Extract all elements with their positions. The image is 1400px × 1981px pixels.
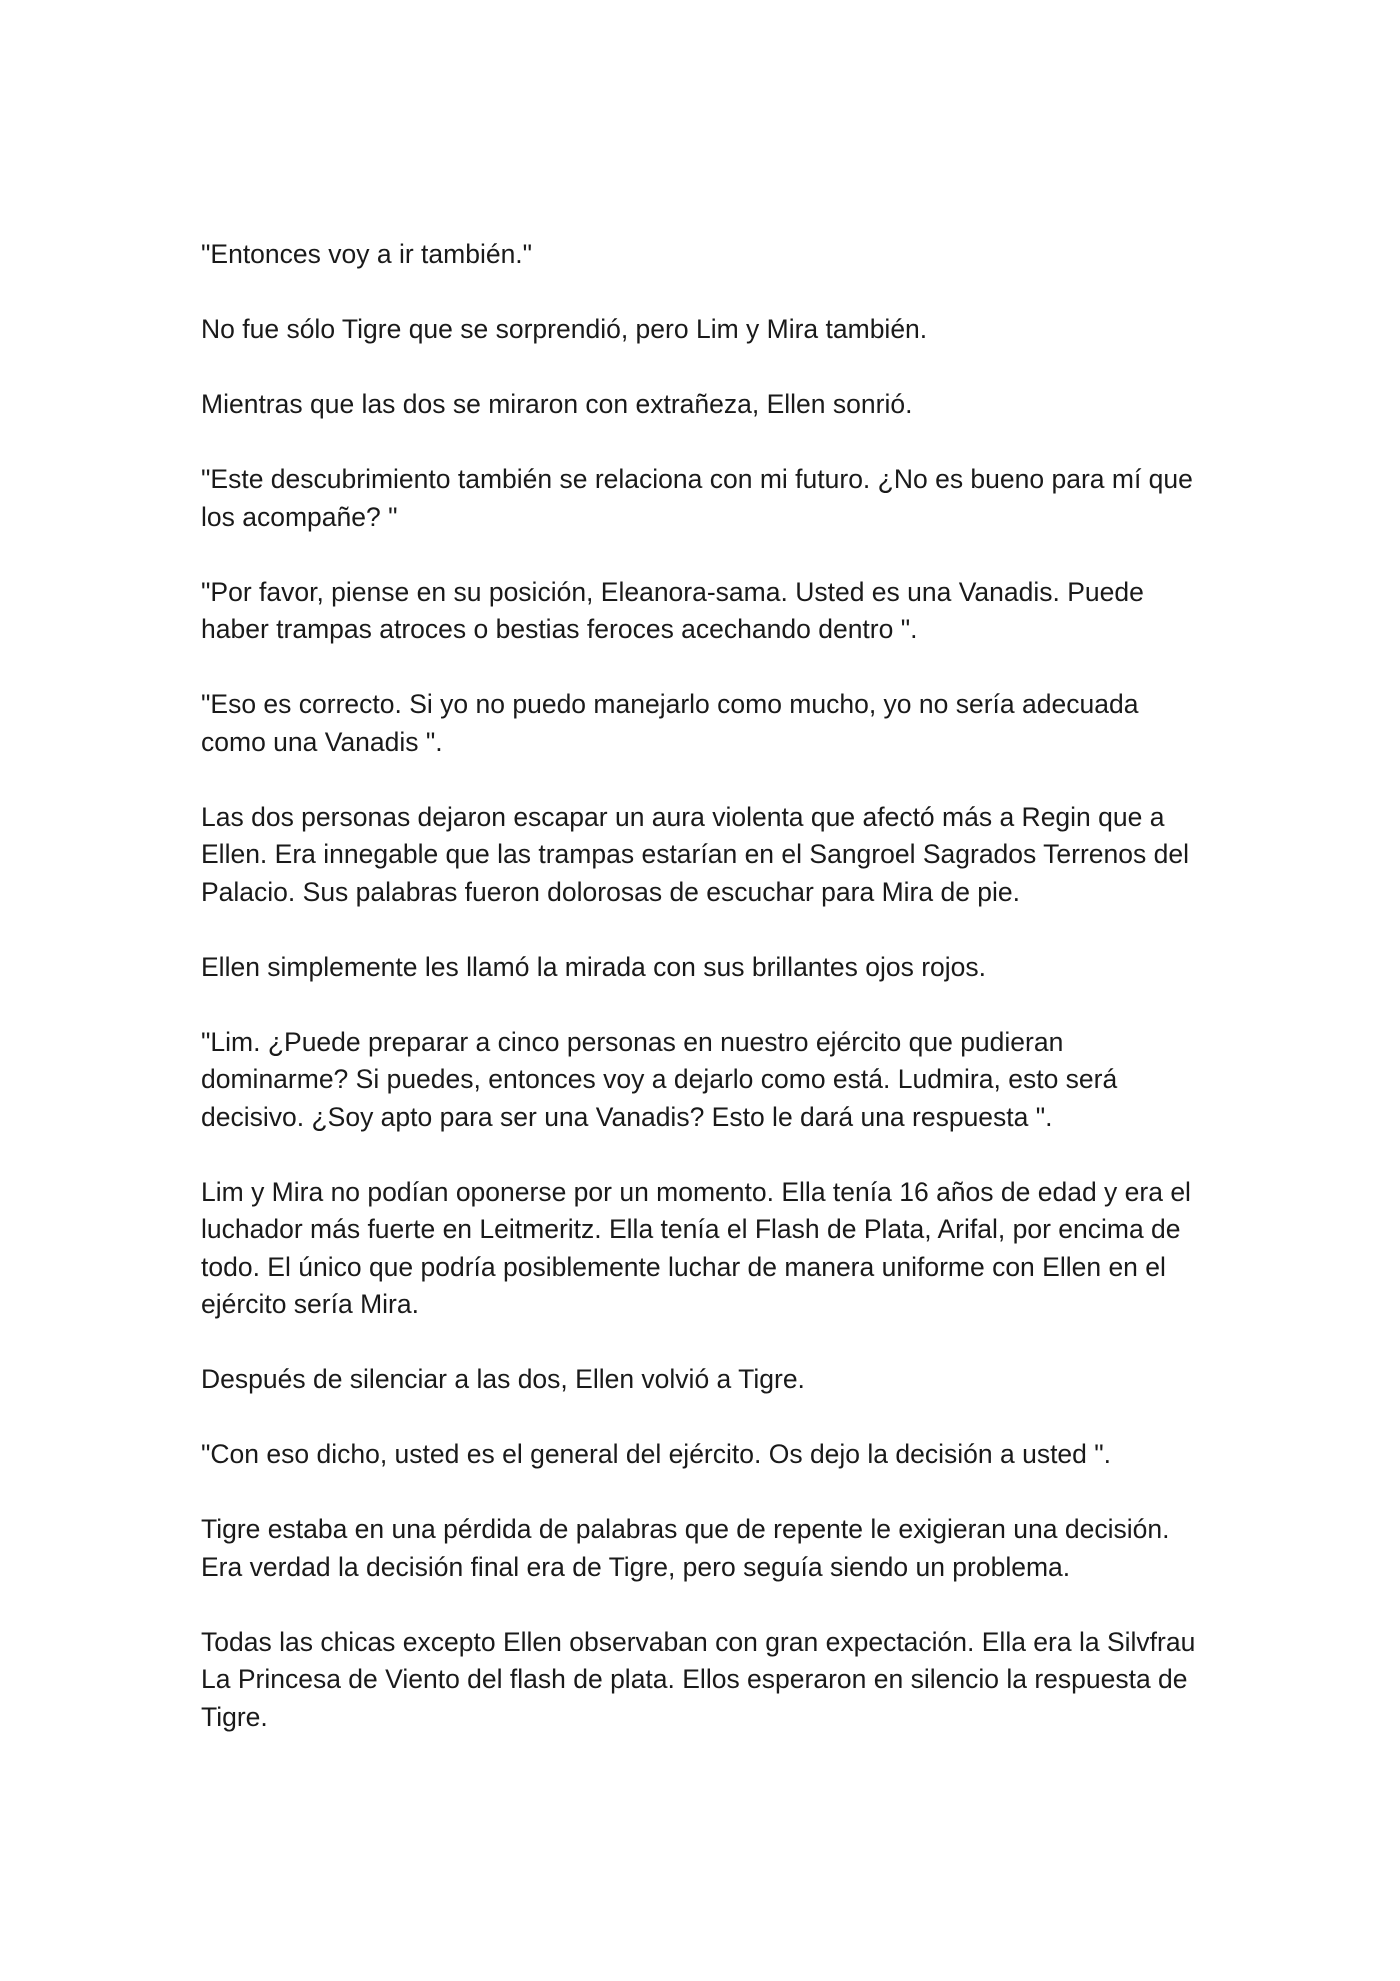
paragraph: Lim y Mira no podían oponerse por un momento. Ella tenía 16 años de edad y era el luchador más fuerte en Leitmeritz. Ella tenía el Flash de Plata, Arifal, por encima de todo. El único que podría posiblemente luchar de manera uniforme con Ellen en el ejército sería Mira. bbox=[201, 1176, 1191, 1319]
paragraph: Ellen simplemente les llamó la mirada con sus brillantes ojos rojos. bbox=[201, 951, 987, 982]
paragraph: "Lim. ¿Puede preparar a cinco personas en nuestro ejército que pudieran dominarme? Si puedes, entonces voy a dejarlo como está. Ludmira, esto será decisivo. ¿Soy apto para ser una Vanadis? Esto le dará una respuesta ". bbox=[201, 1026, 1118, 1132]
paragraph: "Entonces voy a ir también." bbox=[201, 239, 533, 269]
paragraph: Después de silenciar a las dos, Ellen volvió a Tigre. bbox=[201, 1364, 805, 1394]
paragraph: "Eso es correcto. Si yo no puedo manejarlo como mucho, yo no sería adecuada como una Vanadis ". bbox=[201, 689, 1139, 757]
paragraph: Las dos personas dejaron escapar un aura violenta que afectó más a Regin que a Ellen. Era innegable que las trampas estarían en el Sangroel Sagrados Terrenos del Palacio. Sus palabras fueron dolorosas de escuchar para Mira de pie. bbox=[201, 801, 1189, 907]
paragraph: "Con eso dicho, usted es el general del ejército. Os dejo la decisión a usted ". bbox=[201, 1439, 1112, 1469]
paragraph: Mientras que las dos se miraron con extrañeza, Ellen sonrió. bbox=[201, 389, 913, 419]
paragraph: "Este descubrimiento también se relaciona con mi futuro. ¿No es bueno para mí que los acompañe? " bbox=[201, 464, 1193, 532]
document-body bbox=[201, 236, 1201, 1774]
paragraph: No fue sólo Tigre que se sorprendió, pero Lim y Mira también. bbox=[201, 314, 928, 344]
paragraph: "Por favor, piense en su posición, Eleanora-sama. Usted es una Vanadis. Puede haber trampas atroces o bestias feroces acechando dentro ". bbox=[201, 576, 1144, 644]
paragraph: Todas las chicas excepto Ellen observaban con gran expectación. Ella era la Silvfrau La Princesa de Viento del flash de plata. Ellos esperaron en silencio la respuesta de Tigre. bbox=[201, 1626, 1196, 1732]
paragraph: Tigre estaba en una pérdida de palabras que de repente le exigieran una decisión. Era verdad la decisión final era de Tigre, pero seguía siendo un problema. bbox=[201, 1514, 1170, 1582]
